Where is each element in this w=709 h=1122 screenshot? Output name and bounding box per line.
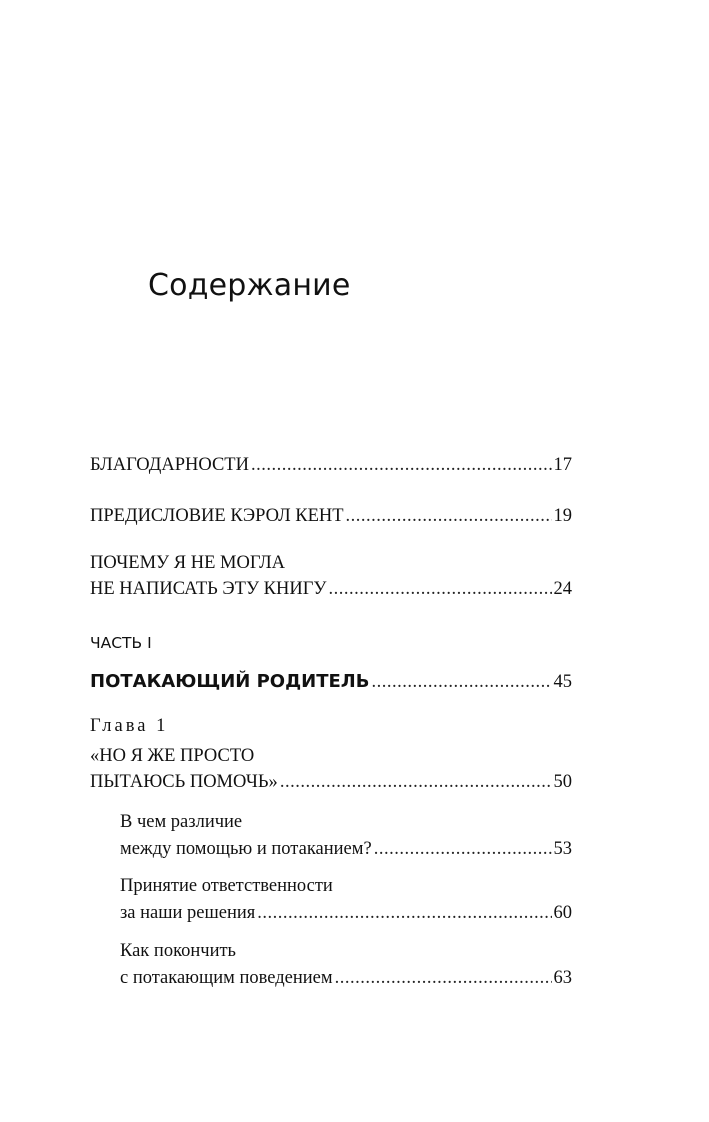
toc-section-2[interactable] (120, 904, 572, 923)
toc-entry-title: ПЫТАЮСЬ ПОМОЧЬ» (90, 772, 278, 792)
toc-entry-part1[interactable] (90, 673, 572, 692)
toc-entry-page: 50 (553, 772, 572, 792)
toc-entry-chapter1-line1: «НО Я ЖЕ ПРОСТО (90, 746, 255, 766)
dot-leader (346, 507, 552, 526)
toc-entry-page: 17 (553, 455, 572, 475)
dot-leader (251, 456, 552, 475)
toc-entry-page: 19 (553, 506, 572, 526)
part-label: ЧАСТЬ I (90, 634, 152, 652)
toc-entry-acknowledgements[interactable] (90, 456, 572, 475)
dot-leader (280, 773, 552, 792)
toc-entry-title: НЕ НАПИСАТЬ ЭТУ КНИГУ (90, 579, 327, 599)
dot-leader (329, 580, 552, 599)
toc-entry-title: ПРЕДИСЛОВИЕ КЭРОЛ КЕНТ (90, 506, 344, 526)
dot-leader (257, 904, 551, 923)
dot-leader (371, 673, 551, 692)
toc-entry-page: 45 (553, 672, 572, 692)
toc-entry-title: между помощью и потаканием? (120, 839, 372, 859)
part-title: ПОТАКАЮЩИЙ РОДИТЕЛЬ (90, 671, 370, 692)
toc-section-3-line1: Как покончить (120, 941, 236, 961)
toc-entry-title: с потакающим поведением (120, 968, 333, 988)
toc-entry-title: БЛАГОДАРНОСТИ (90, 455, 249, 475)
page-title: Содержание (148, 268, 351, 303)
toc-section-1[interactable] (120, 840, 572, 859)
toc-section-1-line1: В чем различие (120, 812, 243, 832)
toc-entry-page: 24 (553, 579, 572, 599)
toc-section-3[interactable] (120, 969, 572, 988)
toc-entry-page: 63 (553, 968, 572, 988)
dot-leader (335, 969, 552, 988)
toc-entry-why-line1: ПОЧЕМУ Я НЕ МОГЛА (90, 553, 286, 573)
toc-section-2-line1: Принятие ответственности (120, 876, 333, 896)
toc-entry-title: за наши решения (120, 903, 256, 923)
toc-entry-foreword[interactable] (90, 507, 572, 526)
toc-entry-why[interactable] (90, 580, 572, 599)
toc-entry-page: 60 (553, 903, 572, 923)
dot-leader (374, 840, 552, 859)
toc-entry-page: 53 (553, 839, 572, 859)
chapter-label: Глава 1 (90, 716, 169, 736)
toc-entry-chapter1[interactable] (90, 773, 572, 792)
